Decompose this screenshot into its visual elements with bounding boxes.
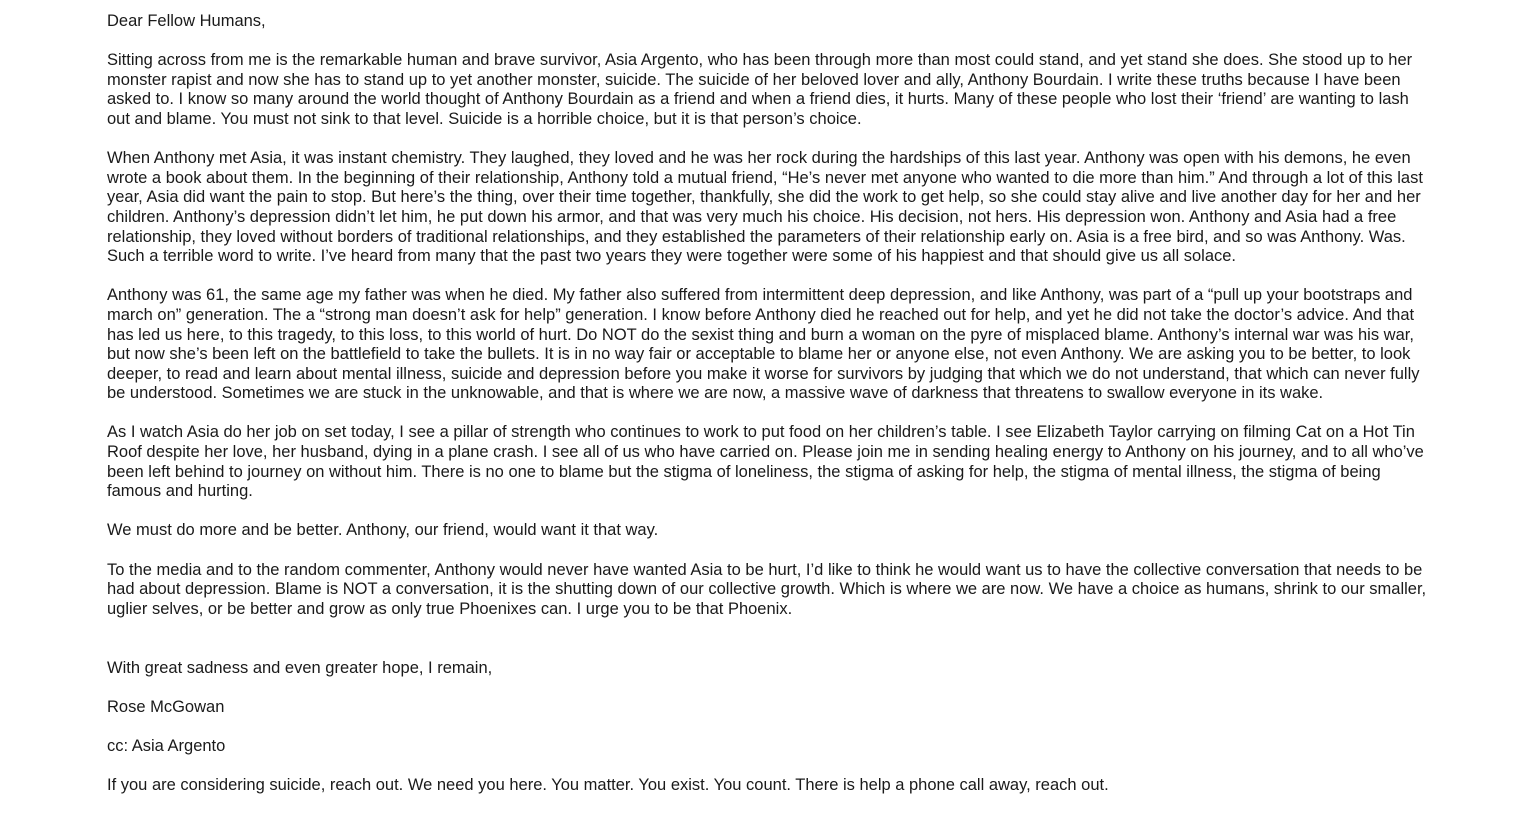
salutation: Dear Fellow Humans, — [107, 12, 266, 30]
paragraph-father-depression: Anthony was 61, the same age my father was when he died. My father also suffered from intermittent deep depression, and like Anthony, was part of a “pull up your bootstraps and march on” generation. The a “strong man doesn’t ask for help” generation. I know before Anthony died he reached out for help, and yet he did not take the doctor’s advice. And that has led us here, to this tragedy, to this loss, to this world of hurt. Do NOT do the sexist thing and burn a woman on the pyre of misplaced blame. Anthony’s internal war was his war, but now she’s been left on the battlefield to take the bullets. It is in no way fair or acceptable to blame her or anyone else, not even Anthony. We are asking you to be better, to look deeper, to read and learn about mental illness, suicide and depression before you make it worse for survivors by judging that which we do not understand, that which can never fully be understood. Sometimes we are stuck in the unknowable, and that is where we are now, a massive wave of darkness that threatens to swallow everyone in its wake. — [107, 286, 1420, 403]
cc-line: cc: Asia Argento — [107, 736, 226, 755]
signature: Rose McGowan — [107, 697, 225, 716]
paragraph-to-the-media: To the media and to the random commenter, Anthony would never have wanted Asia to be hurt, I’d like to think he would want us to have the collective conversation that needs to be had about depression. Blame is NOT a conversation, it is the shutting down of our collective growth. Which is where we are now. We have a choice as humans, shrink to our smaller, uglier selves, or be better and grow as only true Phoenixes can. I urge you to be that Phoenix. — [107, 560, 1427, 618]
paragraph-do-more: We must do more and be better. Anthony, our friend, would want it that way. — [107, 521, 659, 540]
paragraph-pillar-of-strength: As I watch Asia do her job on set today, I see a pillar of strength who continues to work to put food on her children’s table. I see Elizabeth Taylor carrying on filming Cat on a Hot Tin Roof despite her love, her husband, dying in a plane crash. I see all of us who have carried on. Please join me in sending healing energy to Anthony on his journey, and to all who’ve been left behind to journey on without him. There is no one to blame but the stigma of loneliness, the stigma of asking for help, the stigma of mental illness, the stigma of being famous and hurting. — [107, 423, 1424, 501]
letter-body — [107, 12, 1432, 815]
closing-line: With great sadness and even greater hope, I remain, — [107, 658, 493, 677]
postscript: If you are considering suicide, reach out. We need you here. You matter. You exist. You count. There is help a phone call away, reach out. — [107, 776, 1109, 795]
paragraph-asia-survivor: Sitting across from me is the remarkable human and brave survivor, Asia Argento, who has been through more than most could stand, and yet stand she does. She stood up to her monster rapist and now she has to stand up to yet another monster, suicide. The suicide of her beloved lover and ally, Anthony Bourdain. I write these truths because I have been asked to. I know so many around the world thought of Anthony Bourdain as a friend and when a friend dies, it hurts. Many of these people who lost their ‘friend’ are wanting to lash out and blame. You must not sink to that level. Suicide is a horrible choice, but it is that person’s choice. — [107, 51, 1413, 128]
paragraph-anthony-met-asia: When Anthony met Asia, it was instant chemistry. They laughed, they loved and he was her rock during the hardships of this last year. Anthony was open with his demons, he even wrote a book about them. In the beginning of their relationship, Anthony told a mutual friend, “He’s never met anyone who wanted to die more than him.” And through a lot of this last year, Asia did want the pain to stop. But here’s the thing, over their time together, thankfully, she did the work to get help, so she could stay alive and live another day for her and her children. Anthony’s depression didn’t let him, he put down his armor, and that was very much his choice. His decision, not hers. His depression won. Anthony and Asia had a free relationship, they loved without borders of traditional relationships, and they established the parameters of their relationship early on. Asia is a free bird, and so was Anthony. Was. Such a terrible word to write. I’ve heard from many that the past two years they were together were some of his happiest and that should give us all solace. — [107, 149, 1423, 266]
